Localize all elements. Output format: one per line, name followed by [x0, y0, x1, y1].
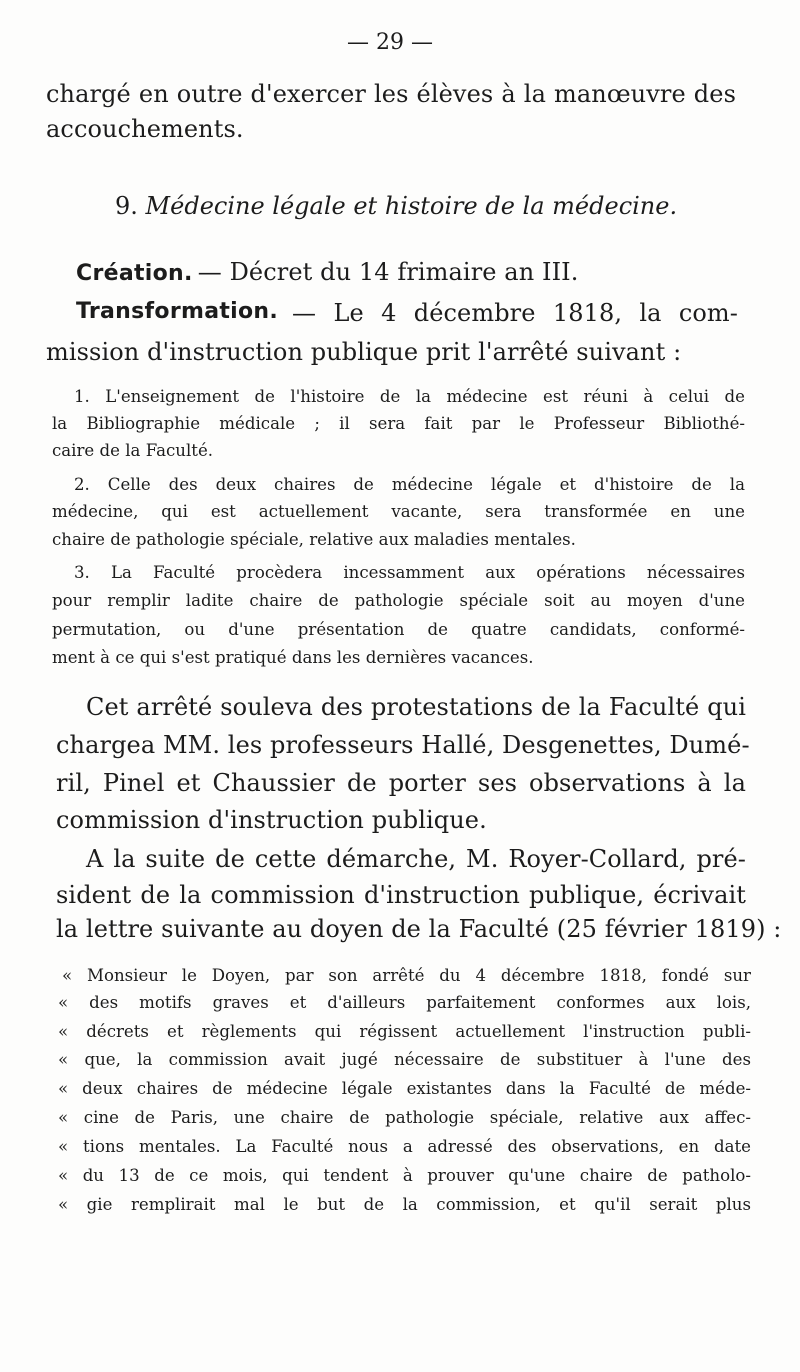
page-number: — 29 — [347, 30, 433, 55]
creation-line [76, 258, 578, 286]
transformation-label: Transformation. [76, 299, 279, 324]
creation-label: Création. [76, 261, 193, 286]
section-number: 9. [115, 192, 138, 220]
letter-line: « gie remplirait mal le but de la commission, et qu'il serait plus [58, 1195, 751, 1214]
letter-line: « cine de Paris, une chaire de pathologie spéciale, relative aux affec- [58, 1108, 751, 1127]
letter-line: « deux chaires de médecine légale existantes dans la Faculté de méde- [58, 1079, 751, 1098]
arrete-line: permutation, ou d'une présentation de quatre candidats, conformé- [52, 620, 745, 639]
letter-line: « du 13 de ce mois, qui tendent à prouver qu'une chaire de patholo- [58, 1166, 751, 1185]
arrete-line: la Bibliographie médicale ; il sera fait par le Professeur Bibliothé- [52, 414, 745, 433]
body-line: la lettre suivante au doyen de la Faculté (25 février 1819) : [56, 915, 782, 943]
letter-line: « des motifs graves et d'ailleurs parfaitement conformes aux lois, [58, 993, 751, 1012]
section-title: Médecine légale et histoire de la médecine. [145, 192, 678, 220]
arrete-line: 1. L'enseignement de l'histoire de la médecine est réuni à celui de [74, 387, 745, 406]
body-line: sident de la commission d'instruction publique, écrivait [56, 881, 746, 909]
arrete-line: 3. La Faculté procèdera incessamment aux opérations nécessaires [74, 563, 745, 582]
section-heading [115, 192, 677, 220]
body-line: mission d'instruction publique prit l'arrêté suivant : [46, 338, 682, 366]
body-line: chargé en outre d'exercer les élèves à la manœuvre des [46, 80, 736, 108]
arrete-line: caire de la Faculté. [52, 441, 214, 460]
body-line: Cet arrêté souleva des protestations de la Faculté qui [86, 693, 746, 721]
creation-text: — Décret du 14 frimaire an III. [197, 258, 579, 286]
arrete-line: chaire de pathologie spéciale, relative aux maladies mentales. [52, 530, 576, 549]
arrete-line: 2. Celle des deux chaires de médecine légale et d'histoire de la [74, 475, 745, 494]
letter-line: « tions mentales. La Faculté nous a adressé des observations, en date [58, 1137, 751, 1156]
arrete-line: ment à ce qui s'est pratiqué dans les dernières vacances. [52, 648, 534, 667]
letter-line: « que, la commission avait jugé nécessaire de substituer à l'une des [58, 1050, 751, 1069]
body-line: accouchements. [46, 115, 244, 143]
transformation-text: — Le 4 décembre 1818, la com- [292, 299, 738, 327]
letter-line: « décrets et règlements qui régissent actuellement l'instruction publi- [58, 1022, 751, 1041]
arrete-line: médecine, qui est actuellement vacante, sera transformée en une [52, 502, 745, 521]
body-line: ril, Pinel et Chaussier de porter ses observations à la [56, 769, 746, 797]
letter-line: « Monsieur le Doyen, par son arrêté du 4 décembre 1818, fondé sur [62, 966, 751, 985]
transformation-line [76, 299, 738, 327]
body-line: A la suite de cette démarche, M. Royer-Collard, pré- [86, 845, 746, 873]
body-line: commission d'instruction publique. [56, 806, 487, 834]
body-line: chargea MM. les professeurs Hallé, Desgenettes, Dumé- [56, 731, 750, 759]
arrete-line: pour remplir ladite chaire de pathologie spéciale soit au moyen d'une [52, 591, 745, 610]
